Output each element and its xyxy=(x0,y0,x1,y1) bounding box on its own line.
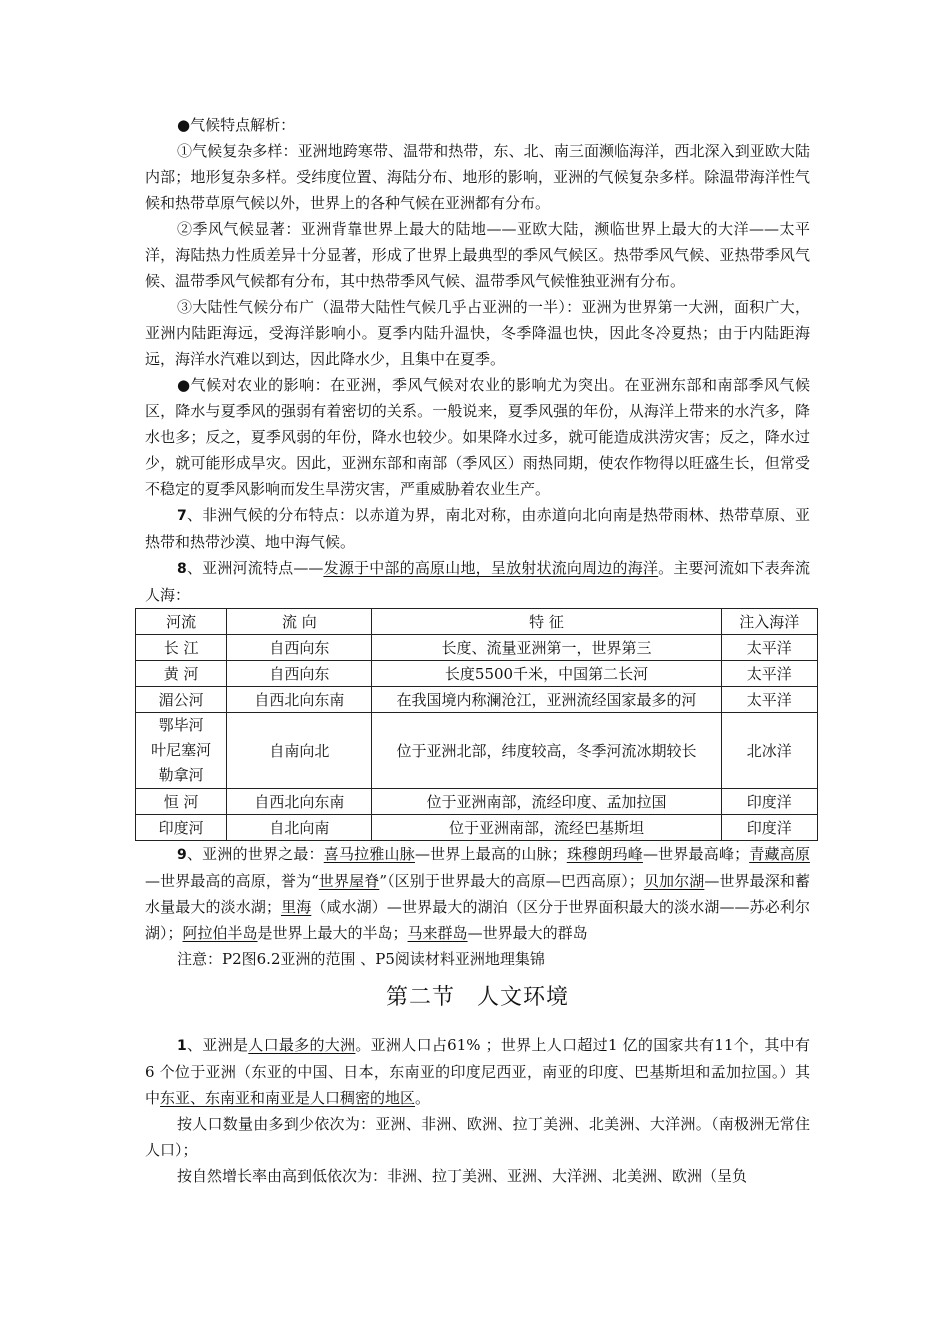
header-ocean: 注入海洋 xyxy=(721,609,817,635)
header-river: 河流 xyxy=(136,609,227,635)
item-number: 1 xyxy=(177,1038,187,1054)
growth-rate-order: 按自然增长率由高到低依次为：非洲、拉丁美洲、亚洲、大洋洲、北美洲、欧洲（呈负 xyxy=(177,1167,748,1185)
item-number: 7 xyxy=(177,508,187,524)
item-number: 8 xyxy=(177,561,187,577)
population-order: 按人口数量由多到少依次为：亚洲、非洲、欧洲、拉丁美洲、北美洲、大洋洲。（南极洲无常住人口）； xyxy=(145,1115,810,1159)
section-title: 第二节 人文环境 xyxy=(385,985,570,1010)
item-7-africa-climate: 7、非洲气候的分布特点：以赤道为界，南北对称，由赤道向北向南是热带雨林、热带草原、亚热带和热带沙漠、地中海气候。 xyxy=(145,506,810,551)
table-header-row xyxy=(136,609,818,635)
table-row: 印度河 自北向南 位于亚洲南部，流经巴基斯坦 印度洋 xyxy=(136,815,818,841)
climate-point-2: ②季风气候显著：亚洲背靠世界上最大的陆地——亚欧大陆，濒临世界上最大的大洋——太平洋，海陆热力性质差异十分显著，形成了世界上最典型的季风气候区。热带季风气候、亚热带季风气候、温带季风气候都有分布，其中热带季风气候、温带季风气候惟独亚洲有分布。 xyxy=(145,220,810,290)
header-feature: 特 征 xyxy=(372,609,721,635)
table-row: 恒 河 自西北向东南 位于亚洲南部，流经印度、孟加拉国 印度洋 xyxy=(136,789,818,815)
people-paragraph: 1、亚洲是人口最多的大洲。亚洲人口占61% ；世界上人口超过1 亿的国家共有11个，其中有 6 个位于亚洲（东亚的中国、日本，东南亚的印度尼西亚，南亚的印度、巴基斯坦和孟加拉国。）其中东亚、东南亚和南亚是人口稠密的地区。 xyxy=(145,1036,810,1107)
note-line: 注意：P2图6.2亚洲的范围 、P5阅读材料亚洲地理集锦 xyxy=(177,950,545,968)
item-9-asia-records: 9、亚洲的世界之最：喜马拉雅山脉—世界上最高的山脉；珠穆朗玛峰—世界最高峰；青藏高原—世界最高的高原，誉为“世界屋脊”（区别于世界最大的高原—巴西高原）；贝加尔湖—世界最深和蓄水量最大的淡水湖；里海（咸水湖）—世界最大的湖泊（区分于世界面积最大的淡水湖——苏必利尔湖）；阿拉伯半岛是世界上最大的半岛；马来群岛—世界最大的群岛 xyxy=(145,845,810,942)
table-row: 鄂毕河 叶尼塞河 勒拿河 自南向北 位于亚洲北部，纬度较高，冬季河流冰期较长 北冰洋 xyxy=(136,713,818,789)
climate-point-3: ③大陆性气候分布广（温带大陆性气候几乎占亚洲的一半）：亚洲为世界第一大洲，面积广大，亚洲内陆距海远，受海洋影响小。夏季内陆升温快，冬季降温也快，因此冬冷夏热；由于内陆距海远，海洋水汽难以到达，因此降水少，且集中在夏季。 xyxy=(145,298,810,368)
climate-point-1: ①气候复杂多样：亚洲地跨寒带、温带和热带，东、北、南三面濒临海洋，西北深入到亚欧大陆内部；地形复杂多样。受纬度位置、海陆分布、地形的影响，亚洲的气候复杂多样。除温带海洋性气候和热带草原气候以外，世界上的各种气候在亚洲都有分布。 xyxy=(145,142,810,212)
table-row: 长 江 自西向东 长度、流量亚洲第一，世界第三 太平洋 xyxy=(136,635,818,661)
table-row: 湄公河 自西北向东南 在我国境内称澜沧江，亚洲流经国家最多的河 太平洋 xyxy=(136,687,818,713)
item-8-asia-rivers: 8、亚洲河流特点——发源于中部的高原山地，呈放射状流向周边的海洋。主要河流如下表奔流人海： xyxy=(145,559,810,604)
climate-analysis-heading: ●气候特点解析： xyxy=(177,116,296,134)
table-row: 黄 河 自西向东 长度5500千米，中国第二长河 太平洋 xyxy=(136,661,818,687)
multi-river-cell: 鄂毕河 叶尼塞河 勒拿河 xyxy=(136,713,227,789)
rivers-table xyxy=(135,608,818,841)
item-number: 9 xyxy=(177,847,187,863)
header-direction: 流 向 xyxy=(227,609,372,635)
document-page xyxy=(145,112,810,1189)
climate-agriculture: ●气候对农业的影响：在亚洲，季风气候对农业的影响尤为突出。在亚洲东部和南部季风气候区，降水与夏季风的强弱有着密切的关系。一般说来，夏季风强的年份，从海洋上带来的水汽多，降水也多；反之，夏季风弱的年份，降水也较少。如果降水过多，就可能造成洪涝灾害；反之，降水过少，就可能形成旱灾。因此，亚洲东部和南部（季风区）雨热同期，使农作物得以旺盛生长，但常受不稳定的夏季风影响而发生旱涝灾害，严重威胁着农业生产。 xyxy=(145,376,810,498)
